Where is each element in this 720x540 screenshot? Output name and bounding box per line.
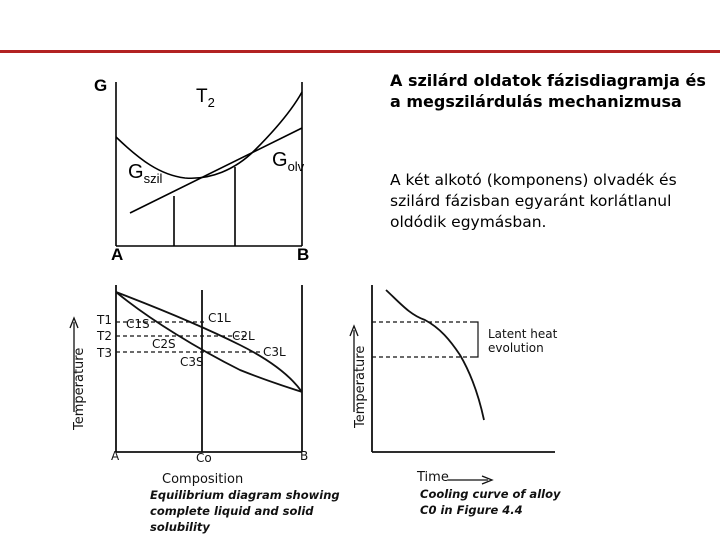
latent-heat-label-2: evolution [488, 341, 544, 355]
cooling-curve [386, 290, 484, 420]
g-axis-label: G [94, 76, 108, 95]
cooling-y-label: Temperature [353, 345, 368, 428]
c2s-label: C2S [152, 337, 176, 351]
c3s-label: C3S [180, 355, 204, 369]
t1-label: T1 [97, 313, 112, 327]
t3-label: T3 [97, 346, 112, 360]
slide-title: A szilárd oldatok fázisdiagramja és a megszilárdulás mechanizmusa [390, 71, 706, 111]
cooling-caption-2: C0 in Figure 4.4 [420, 503, 523, 517]
latent-heat-label-1: Latent heat [488, 327, 558, 341]
t2-label: $T_2$ [196, 86, 215, 110]
slide-body-text: A két alkotó (komponens) olvadék és szilárd fázisban egyaránt korlátlanul oldódik egymásban. [390, 171, 677, 231]
c2l-label: C2L [232, 329, 255, 343]
cooling-caption-1: Cooling curve of alloy [420, 487, 561, 501]
phase-b-label: B [300, 449, 309, 463]
golv-label: $G_{olv}$ [272, 149, 305, 174]
c1l-label: C1L [208, 311, 231, 325]
c1s-label: C1S [126, 317, 150, 331]
phase-c0-label: Co [196, 451, 212, 465]
c3l-label: C3L [263, 345, 286, 359]
phase-caption-3: solubility [150, 520, 210, 534]
phase-caption-2: complete liquid and solid [150, 504, 314, 518]
phase-y-label: Temperature [72, 347, 87, 430]
phase-x-label: Composition [162, 472, 244, 487]
component-a-label: A [111, 245, 124, 264]
t2-tick-label: T2 [97, 329, 112, 343]
cooling-x-label: Time [417, 470, 449, 485]
component-b-label: B [297, 245, 310, 264]
phase-a-label: A [111, 449, 120, 463]
phase-caption-1: Equilibrium diagram showing [150, 488, 340, 502]
gszil-label: $G_{szil}$ [128, 161, 163, 186]
